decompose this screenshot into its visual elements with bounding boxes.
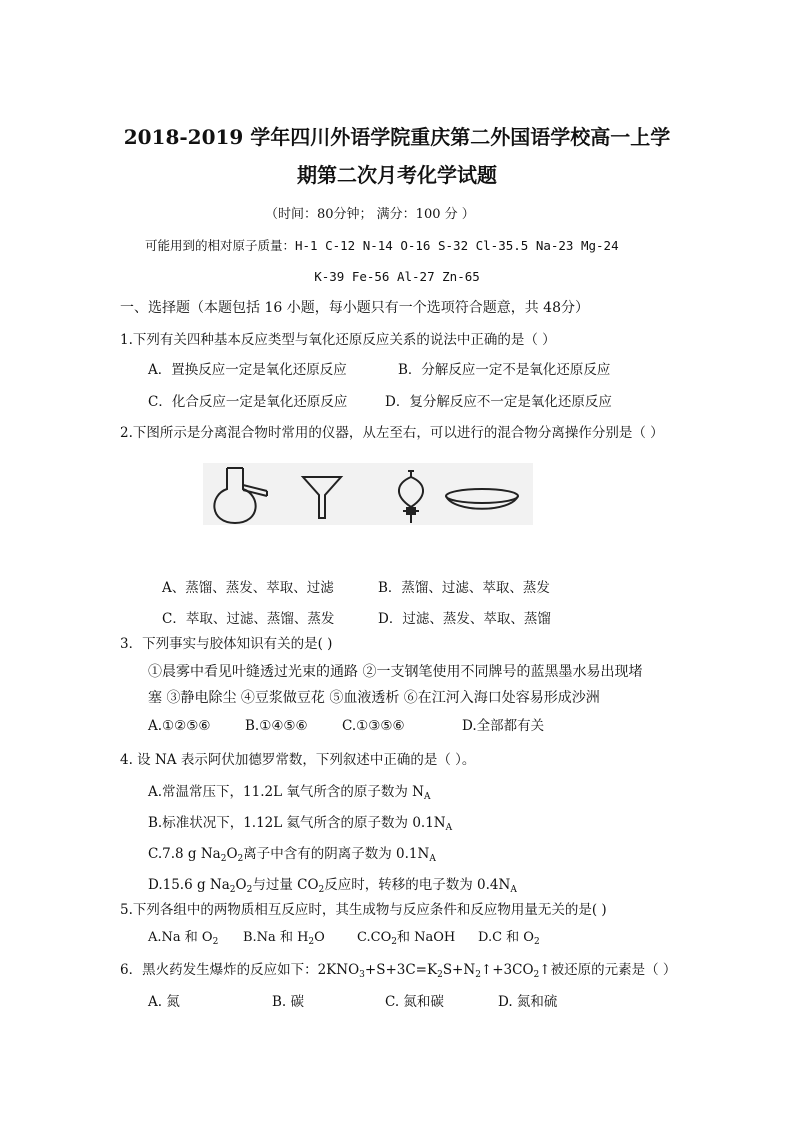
distillation-flask-icon <box>214 468 267 523</box>
q5-stem: 5.下列各组中的两物质相互反应时，其生成物与反应条件和反应物用量无关的是( ) <box>120 902 607 918</box>
q5-option-a: A.Na 和 $O_2$ <box>148 930 219 947</box>
q2-option-d: D．过滤、蒸发、萃取、蒸馏 <box>378 611 551 627</box>
q2-option-b: B．蒸馏、过滤、萃取、蒸发 <box>378 580 550 596</box>
atomic-masses-line-1: 可能用到的相对原子质量：H-1 C-12 N-14 O-16 S-32 Cl-35.5 Na-23 Mg-24 <box>145 238 619 253</box>
apparatus-svg <box>203 463 533 525</box>
q5-option-b: B.Na 和 $H_2O$ <box>243 930 325 947</box>
atomic-masses-line-2: K-39 Fe-56 Al-27 Zn-65 <box>314 269 480 284</box>
section-1-header: 一、选择题（本题包括 16 小题，每小题只有一个选项符合题意，共 48分） <box>120 300 589 316</box>
q1-option-c: C．化合反应一定是氧化还原反应 <box>148 394 348 410</box>
q1-option-d: D．复分解反应不一定是氧化还原反应 <box>385 394 612 410</box>
q1-option-b: B．分解反应一定不是氧化还原反应 <box>398 362 611 378</box>
q4-option-b: B.标准状况下，1.12L 氦气所含的原子数为 $0.1N_A$ <box>148 815 453 833</box>
q5-option-d: D.C 和 $O_2$ <box>478 930 540 947</box>
exam-info: （时间：80分钟； 满分：100 分 ） <box>265 207 475 222</box>
separatory-funnel-icon <box>399 471 423 523</box>
q1-stem: 1.下列有关四种基本反应类型与氧化还原反应关系的说法中正确的是（ ） <box>120 332 556 348</box>
q5-option-c: $C.CO_2$和 NaOH <box>357 930 456 947</box>
q1-option-a: A．置换反应一定是氧化还原反应 <box>148 362 347 378</box>
q4-option-c: C.7.8 g $Na_2O_2$离子中含有的阴离子数为 $0.1N_A$ <box>148 846 436 864</box>
q4-option-a: A.常温常压下，11.2L 氧气所含的原子数为 $N_A$ <box>148 784 431 802</box>
q3-option-c: C.①③⑤⑥ <box>342 718 405 734</box>
apparatus-figure <box>203 463 533 525</box>
q3-option-d: D.全部都有关 <box>462 718 545 734</box>
q2-stem: 2.下图所示是分离混合物时常用的仪器，从左至右，可以进行的混合物分离操作分别是（ ） <box>120 425 664 441</box>
q2-option-c: C．萃取、过滤、蒸馏、蒸发 <box>162 611 335 627</box>
q4-stem: 4. 设 NA 表示阿伏加德罗常数，下列叙述中正确的是（ ）。 <box>120 752 476 768</box>
q3-facts-line-1: ①晨雾中看见叶缝透过光束的通路 ②一支钢笔使用不同牌号的蓝黑墨水易出现堵 <box>148 664 643 680</box>
title-line-2: 期第二次月考化学试题 <box>297 163 497 187</box>
q6-option-c: C. 氮和碳 <box>385 994 444 1010</box>
title-line-1: 2018-2019 学年四川外语学院重庆第二外国语学校高一上学 <box>123 125 671 149</box>
q3-stem: 3．下列事实与胶体知识有关的是( ) <box>120 636 333 652</box>
q3-option-a: A.①②⑤⑥ <box>148 718 211 734</box>
funnel-icon <box>303 477 341 518</box>
q6-stem: 6．黑火药发生爆炸的反应如下：$2KNO_3+S+3C=K_2S+N_2↑+3CO_2↑$被还原的元素是（ ） <box>120 962 677 980</box>
q4-option-d: D.15.6 g $Na_2O_2$与过量 $CO_2$反应时，转移的电子数为 $0.4N_A$ <box>148 877 517 895</box>
q6-option-a: A. 氮 <box>148 994 180 1010</box>
q3-facts-line-2: 塞 ③静电除尘 ④豆浆做豆花 ⑤血液透析 ⑥在江河入海口处容易形成沙洲 <box>148 690 600 706</box>
q6-option-d: D. 氮和硫 <box>498 994 558 1010</box>
q6-option-b: B. 碳 <box>272 994 305 1010</box>
q2-option-a: A、蒸馏、蒸发、萃取、过滤 <box>162 580 334 596</box>
q3-option-b: B.①④⑤⑥ <box>245 718 308 734</box>
evaporating-dish-icon <box>446 489 518 509</box>
